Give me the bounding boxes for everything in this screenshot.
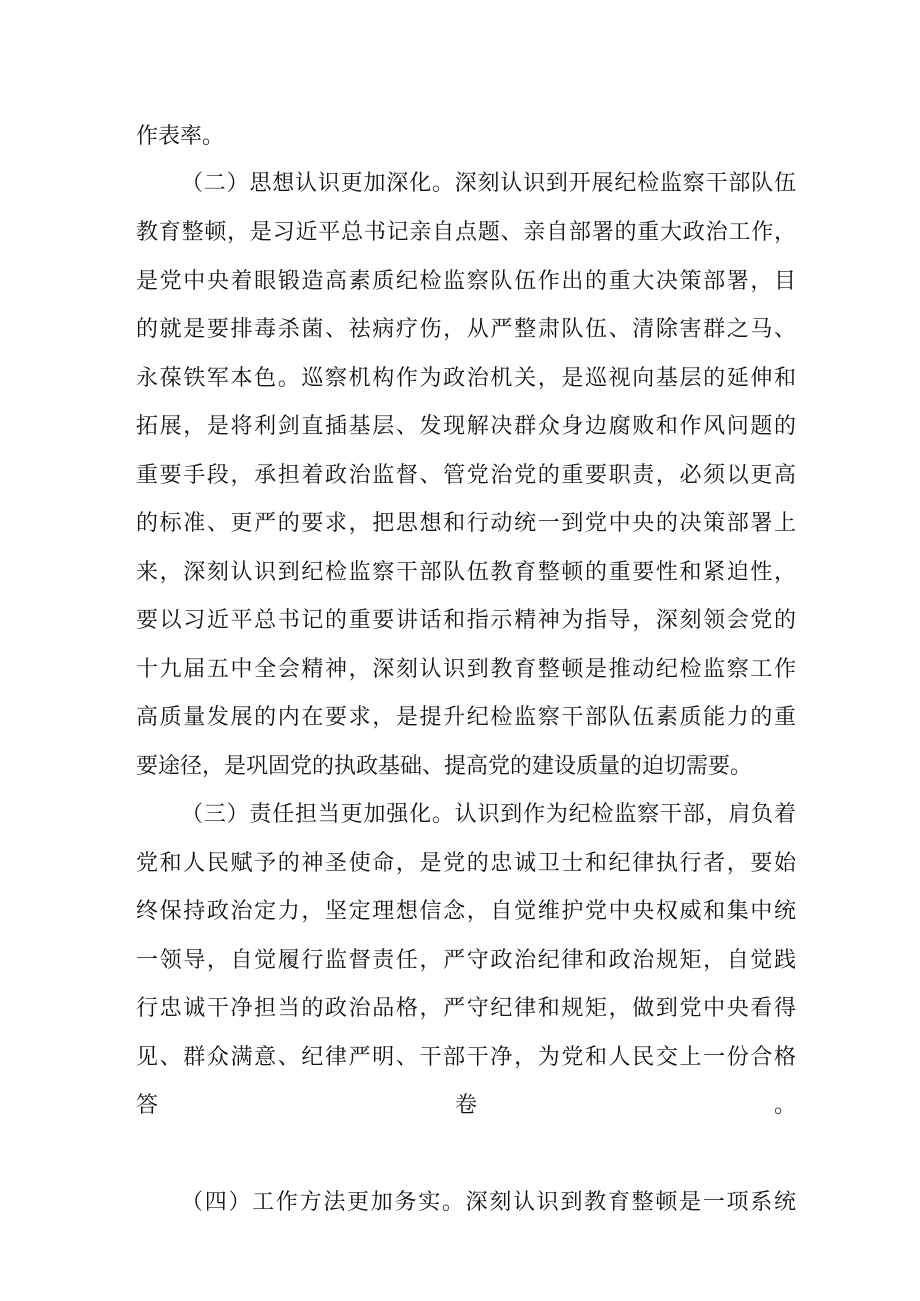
paragraph-line: 拓展，是将利剑直插基层、发现解决群众身边腐败和作风问题的: [136, 414, 796, 439]
paragraph-line: 见、群众满意、纪律严明、干部干净，为党和人民交上一份合格: [136, 1045, 796, 1070]
paragraph-line: 作表率。: [136, 124, 225, 149]
section-heading-line: （四）工作方法更加务实。深刻认识到教育整顿是一项系统: [181, 1190, 796, 1215]
paragraph-line: 要途径，是巩固党的执政基础、提高党的建设质量的迫切需要。: [136, 754, 753, 779]
paragraph-line: 重要手段，承担着政治监督、管党治党的重要职责，必须以更高: [136, 463, 796, 488]
paragraph-line: 十九届五中全会精神，深刻认识到教育整顿是推动纪检监察工作: [136, 657, 796, 682]
paragraph-line: 来，深刻认识到纪检监察干部队伍教育整顿的重要性和紧迫性，: [136, 560, 796, 585]
paragraph-line: 终保持政治定力，坚定理想信念，自觉维护党中央权威和集中统: [136, 899, 796, 924]
section-heading-line: （二）思想认识更加深化。深刻认识到开展纪检监察干部队伍: [181, 171, 796, 196]
paragraph-line: 的就是要排毒杀菌、祛病疗伤，从严整肃队伍、清除害群之马、: [136, 317, 796, 342]
paragraph-line: 一领导，自觉履行监督责任，严守政治纪律和政治规矩，自觉践: [136, 948, 796, 973]
paragraph-line: 高质量发展的内在要求，是提升纪检监察干部队伍素质能力的重: [136, 705, 796, 730]
paragraph-line: 要以习近平总书记的重要讲话和指示精神为指导，深刻领会党的: [136, 608, 796, 633]
paragraph-line: 是党中央着眼锻造高素质纪检监察队伍作出的重大决策部署，目: [136, 269, 796, 294]
paragraph-line: 的标准、更严的要求，把思想和行动统一到党中央的决策部署上: [136, 511, 796, 536]
paragraph-line: 永葆铁军本色。巡察机构作为政治机关，是巡视向基层的延伸和: [136, 366, 796, 391]
paragraph-line: [136, 1135, 796, 1175]
section-heading-line: （三）责任担当更加强化。认识到作为纪检监察干部，肩负着: [181, 802, 796, 827]
paragraph-line: 答卷。: [136, 1093, 796, 1118]
paragraph-line: 教育整顿，是习近平总书记亲自点题、亲自部署的重大政治工作，: [136, 220, 796, 245]
paragraph-line: 党和人民赋予的神圣使命，是党的忠诚卫士和纪律执行者，要始: [136, 851, 796, 876]
paragraph-line: 行忠诚干净担当的政治品格，严守纪律和规矩，做到党中央看得: [136, 996, 796, 1021]
